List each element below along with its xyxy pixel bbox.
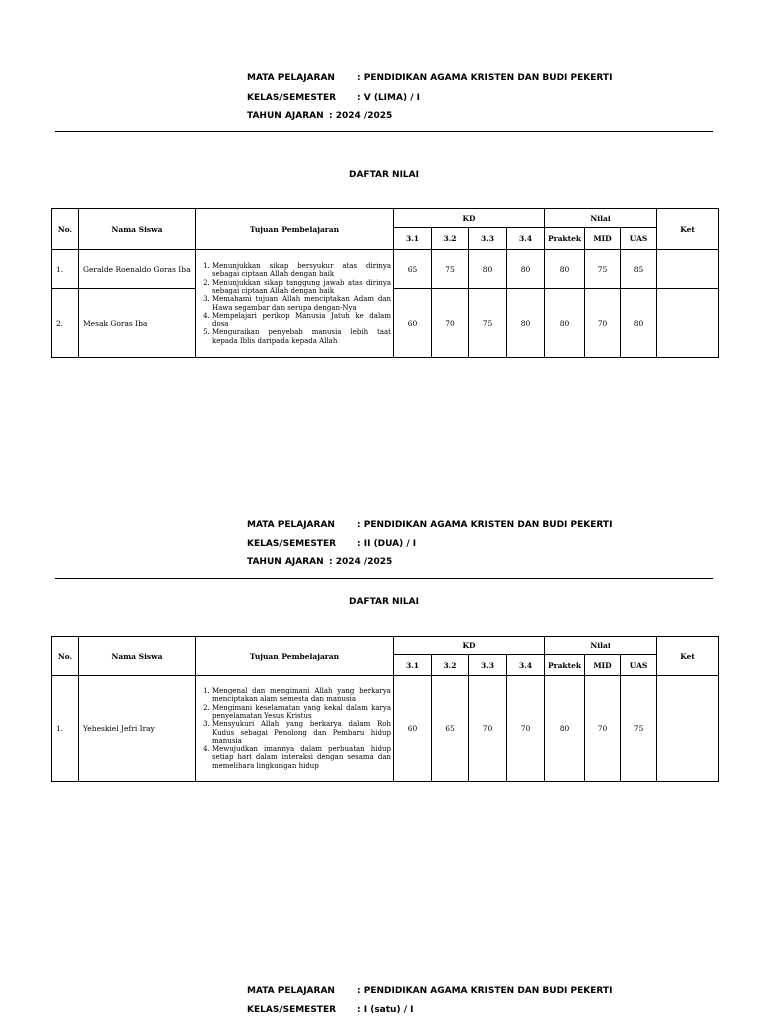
learning-objective: 5. Menguraikan penyebab manusia lebih taat kepada Iblis daripada kepada Allah (212, 328, 391, 345)
col-header-kd-sub: 3.3 (469, 228, 507, 250)
subject-value: : PENDIDIKAN AGAMA KRISTEN DAN BUDI PEKERTI (357, 73, 613, 83)
academic-year-label: TAHUN AJARAN (247, 111, 324, 121)
col-header-kd-sub: 3.4 (507, 228, 545, 250)
mid-score: 70 (585, 676, 621, 782)
col-header-kd-sub: 3.3 (469, 655, 507, 676)
header-divider (55, 131, 713, 132)
praktek-score: 80 (545, 676, 585, 782)
praktek-score: 80 (545, 250, 585, 289)
col-header-kd-sub: 3.1 (394, 228, 432, 250)
learning-objectives-list (196, 262, 393, 345)
learning-objective: 3. Memahami tujuan Allah menciptakan Adam dan Hawa segambar dan serupa dengan-Nya (212, 295, 391, 312)
col-header-mid: MID (585, 655, 621, 676)
col-header-nilai: Nilai (545, 209, 657, 228)
kd-score: 75 (469, 289, 507, 358)
col-header-objectives: Tujuan Pembelajaran (196, 637, 394, 676)
col-header-kd-sub: 3.1 (394, 655, 432, 676)
col-header-ket: Ket (657, 637, 719, 676)
subject-line (247, 520, 612, 530)
kd-score: 70 (432, 289, 469, 358)
col-header-kd-sub: 3.2 (432, 655, 469, 676)
col-header-no: No. (52, 637, 79, 676)
kd-score: 65 (432, 676, 469, 782)
table-row (52, 250, 719, 289)
grade-table (51, 208, 719, 358)
kd-score: 65 (394, 250, 432, 289)
kd-score: 70 (507, 676, 545, 782)
subject-line (247, 73, 612, 83)
mid-score: 70 (585, 289, 621, 358)
ket-cell (657, 250, 719, 289)
col-header-name: Nama Siswa (79, 209, 196, 250)
col-header-praktek: Praktek (545, 228, 585, 250)
kd-score: 75 (432, 250, 469, 289)
col-header-kd: KD (394, 209, 545, 228)
subject-label: MATA PELAJARAN (247, 986, 335, 996)
table-row (52, 676, 719, 782)
kd-score: 80 (507, 250, 545, 289)
student-name: Geralde Roenaldo Goras Iba (79, 250, 196, 289)
class-semester-line (247, 1005, 413, 1015)
student-name: Yeheskiel Jefri Iray (79, 676, 196, 782)
learning-objective: 1. Menunjukkan sikap bersyukur atas dirinya sebagai ciptaan Allah dengan baik (212, 262, 391, 279)
col-header-kd: KD (394, 637, 545, 655)
academic-year-line (247, 111, 392, 121)
class-semester-label: KELAS/SEMESTER (247, 93, 337, 103)
kd-score: 70 (469, 676, 507, 782)
class-semester-line (247, 93, 420, 103)
col-header-no: No. (52, 209, 79, 250)
row-number: 2. (52, 289, 79, 358)
learning-objective: 2. Menunjukkan sikap tanggung jawab atas dirinya sebagai ciptaan Allah dengan baik (212, 279, 391, 296)
col-header-objectives: Tujuan Pembelajaran (196, 209, 394, 250)
subject-label: MATA PELAJARAN (247, 520, 335, 530)
kd-score: 80 (507, 289, 545, 358)
grade-list-title: DAFTAR NILAI (349, 597, 419, 607)
ket-cell (657, 289, 719, 358)
learning-objective: 4. Mempelajari perikop Manusia Jatuh ke dalam dosa (212, 312, 391, 329)
class-semester-line (247, 539, 416, 549)
class-semester-label: KELAS/SEMESTER (247, 1005, 337, 1015)
ket-cell (657, 676, 719, 782)
header-divider (55, 578, 713, 579)
uas-score: 75 (621, 676, 657, 782)
academic-year-value: : 2024 /2025 (329, 557, 393, 567)
subject-value: : PENDIDIKAN AGAMA KRISTEN DAN BUDI PEKERTI (357, 520, 613, 530)
learning-objectives-list (196, 687, 393, 770)
learning-objectives-cell (196, 250, 394, 358)
academic-year-label: TAHUN AJARAN (247, 557, 324, 567)
col-header-uas: UAS (621, 655, 657, 676)
subject-label: MATA PELAJARAN (247, 73, 335, 83)
kd-score: 60 (394, 289, 432, 358)
academic-year-line (247, 557, 392, 567)
class-semester-value: : I (satu) / I (357, 1005, 414, 1015)
col-header-nilai: Nilai (545, 637, 657, 655)
col-header-mid: MID (585, 228, 621, 250)
subject-value: : PENDIDIKAN AGAMA KRISTEN DAN BUDI PEKERTI (357, 986, 613, 996)
learning-objectives-cell (196, 676, 394, 782)
learning-objective: 2. Mengimani keselamatan yang kekal dalam karya penyelamatan Yesus Kristus (212, 704, 391, 721)
row-number: 1. (52, 250, 79, 289)
grade-list-title: DAFTAR NILAI (349, 170, 419, 180)
col-header-praktek: Praktek (545, 655, 585, 676)
mid-score: 75 (585, 250, 621, 289)
class-semester-label: KELAS/SEMESTER (247, 539, 337, 549)
uas-score: 85 (621, 250, 657, 289)
col-header-ket: Ket (657, 209, 719, 250)
uas-score: 80 (621, 289, 657, 358)
kd-score: 60 (394, 676, 432, 782)
class-semester-value: : II (DUA) / I (357, 539, 417, 549)
col-header-uas: UAS (621, 228, 657, 250)
grade-table (51, 636, 719, 782)
student-name: Mesak Goras Iba (79, 289, 196, 358)
praktek-score: 80 (545, 289, 585, 358)
learning-objective: 3. Mensyukuri Allah yang berkarya dalam Roh Kudus sebagai Penolong dan Pembaru hidup manusia (212, 720, 391, 745)
row-number: 1. (52, 676, 79, 782)
kd-score: 80 (469, 250, 507, 289)
class-semester-value: : V (LIMA) / I (357, 93, 420, 103)
learning-objective: 4. Mewujudkan imannya dalam perbuatan hidup setiap hari dalam interaksi dengan sesama dan memelihara lingkungan hidup (212, 745, 391, 770)
academic-year-value: : 2024 /2025 (329, 111, 393, 121)
col-header-kd-sub: 3.2 (432, 228, 469, 250)
learning-objective: 1. Mengenal dan mengimani Allah yang berkarya menciptakan alam semesta dan manusia (212, 687, 391, 704)
col-header-kd-sub: 3.4 (507, 655, 545, 676)
subject-line (247, 986, 612, 996)
col-header-name: Nama Siswa (79, 637, 196, 676)
